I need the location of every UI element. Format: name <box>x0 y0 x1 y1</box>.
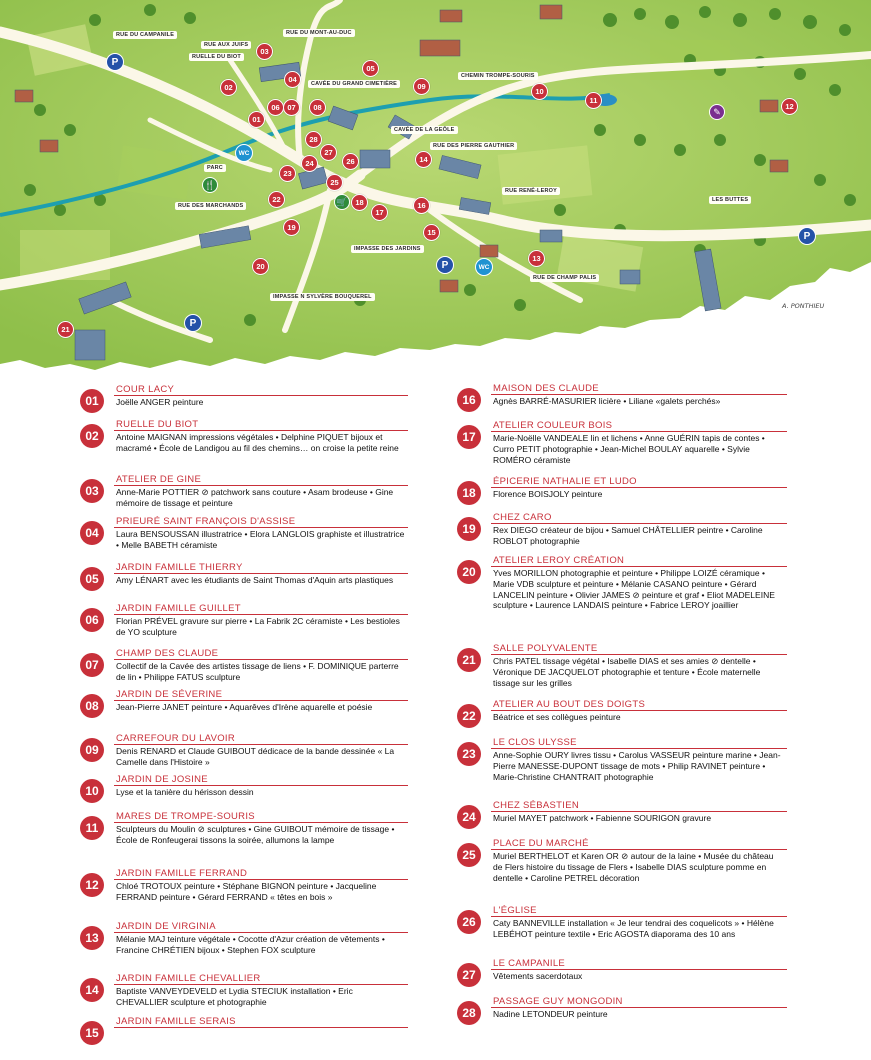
map-marker[interactable]: 09 <box>413 78 430 95</box>
street-label: RUE DU MONT-AU-DUC <box>283 29 355 37</box>
venue-title: ATELIER DE GINE <box>116 474 202 485</box>
title-rule <box>491 654 787 655</box>
title-rule <box>491 710 787 711</box>
title-rule <box>491 1007 787 1008</box>
title-rule <box>114 822 408 823</box>
shop-cart-icon: 🛒 <box>334 194 350 210</box>
venue-number: 22 <box>457 704 481 728</box>
map-marker[interactable]: 23 <box>279 165 296 182</box>
title-rule <box>114 700 408 701</box>
title-rule <box>491 748 787 749</box>
title-rule <box>491 487 787 488</box>
venue-number: 19 <box>457 517 481 541</box>
venue-entry <box>457 512 789 556</box>
street-label: IMPASSE DES JARDINS <box>351 245 424 253</box>
map-marker[interactable]: 14 <box>415 151 432 168</box>
street-label: CHEMIN TROMPE-SOURIS <box>458 72 538 80</box>
venue-number: 17 <box>457 425 481 449</box>
venue-title: PASSAGE GUY MONGODIN <box>493 996 623 1007</box>
venue-artists: Muriel BERTHELOT et Karen OR ⊘ autour de la laine • Musée du château de Flers histoire du tissage de Flers • Isabelle DIAS sculpture pomme en dentelle • Caroline PETREL décoration <box>493 851 774 883</box>
map-marker[interactable]: 21 <box>57 321 74 338</box>
picnic-icon: 🍴 <box>202 177 218 193</box>
venue-entry <box>457 643 789 687</box>
map-marker[interactable]: 19 <box>283 219 300 236</box>
title-rule <box>491 969 787 970</box>
parking-icon[interactable]: P <box>436 256 454 274</box>
venue-number: 27 <box>457 963 481 987</box>
parking-icon[interactable]: P <box>798 227 816 245</box>
map-marker[interactable]: 10 <box>531 83 548 100</box>
venue-title: CHEZ SÉBASTIEN <box>493 800 580 811</box>
venue-artists: Vêtements sacerdotaux <box>493 971 583 981</box>
venue-entry <box>457 838 789 882</box>
venue-number: 02 <box>80 424 104 448</box>
venue-artists: Nadine LETONDEUR peinture <box>493 1009 608 1019</box>
venue-title: JARDIN DE SÉVERINE <box>116 689 223 700</box>
venue-artists: Chloé TROTOUX peinture • Stéphane BIGNON peinture • Jacqueline FERRAND peinture • Gérard FERRAND « têtes en bois » <box>116 881 377 902</box>
title-rule <box>491 523 787 524</box>
venue-number: 26 <box>457 910 481 934</box>
venue-entry <box>80 689 410 733</box>
parking-icon[interactable]: P <box>106 53 124 71</box>
map-marker[interactable]: 16 <box>413 197 430 214</box>
venue-number: 15 <box>80 1021 104 1045</box>
title-rule <box>114 1027 408 1028</box>
title-rule <box>114 744 408 745</box>
venue-title: JARDIN FAMILLE THIERRY <box>116 562 243 573</box>
village-map[interactable] <box>0 0 871 372</box>
venue-entry <box>80 973 410 1017</box>
venue-number: 18 <box>457 481 481 505</box>
title-rule <box>491 811 787 812</box>
venue-artists: Chris PATEL tissage végétal • Isabelle DIAS et ses amies ⊘ dentelle • Véronique DE JACQUELOT photographie et tenture • École maternelle tissage sur les grilles <box>493 656 761 688</box>
venue-artists: Rex DIEGO créateur de bijou • Samuel CHÂTELLIER peintre • Caroline ROBLOT photographie <box>493 525 763 546</box>
venue-title: JARDIN FAMILLE FERRAND <box>116 868 248 879</box>
venue-entry <box>80 474 410 518</box>
venue-artists: Collectif de la Cavée des artistes tissage de liens • F. DOMINIQUE parterre de lin • Philippe FATUS sculpture <box>116 661 399 682</box>
title-rule <box>114 573 408 574</box>
map-marker[interactable]: 11 <box>585 92 602 109</box>
venue-artists: Mélanie MAJ teinture végétale • Cocotte d'Azur création de vêtements • Francine CHRÉTIEN bijoux • Stephen FOX sculpture <box>116 934 385 955</box>
venue-title: ATELIER COULEUR BOIS <box>493 420 613 431</box>
venue-title: SALLE POLYVALENTE <box>493 643 598 654</box>
venue-artists: Lyse et la tanière du hérisson dessin <box>116 787 254 797</box>
map-marker[interactable]: 24 <box>301 155 318 172</box>
venue-title: MAISON DES CLAUDE <box>493 383 599 394</box>
venue-title: JARDIN FAMILLE GUILLET <box>116 603 241 614</box>
venue-artists: Baptiste VANVEYDEVELD et Lydia STECIUK installation • Eric CHEVALLIER sculpture et photographie <box>116 986 353 1007</box>
venue-artists: Denis RENARD et Claude GUIBOUT dédicace de la bande dessinée « La Camelle dans l'Histoire » <box>116 746 395 767</box>
map-marker[interactable]: 07 <box>283 99 300 116</box>
venue-title: PRIEURÉ SAINT FRANÇOIS D'ASSISE <box>116 516 296 527</box>
venue-number: 24 <box>457 805 481 829</box>
venue-title: ATELIER LEROY CRÉATION <box>493 555 625 566</box>
street-label: LES BUTTES <box>709 196 751 204</box>
map-marker[interactable]: 17 <box>371 204 388 221</box>
wc-icon[interactable]: WC <box>235 144 253 162</box>
map-marker[interactable]: 05 <box>362 60 379 77</box>
venue-number: 01 <box>80 389 104 413</box>
venue-artists: Florian PRÉVEL gravure sur pierre • La Fabrik 2C céramiste • Les bestioles de YO sculpture <box>116 616 400 637</box>
title-rule <box>114 614 408 615</box>
venue-number: 09 <box>80 738 104 762</box>
map-marker[interactable]: 25 <box>326 174 343 191</box>
venue-number: 16 <box>457 388 481 412</box>
venue-number: 03 <box>80 479 104 503</box>
street-label: CAVÉE DE LA GEÔLE <box>391 126 458 134</box>
venue-number: 28 <box>457 1001 481 1025</box>
venue-title: JARDIN FAMILLE SERAIS <box>116 1016 236 1027</box>
title-rule <box>491 566 787 567</box>
title-rule <box>114 659 408 660</box>
venue-number: 25 <box>457 843 481 867</box>
map-marker[interactable]: 12 <box>781 98 798 115</box>
venue-artists: Caty BANNEVILLE installation « Je leur tendrai des coquelicots » • Hélène LEBÉHOT peinture textile • Eric AGOSTA diaporama des 10 ans <box>493 918 774 939</box>
venue-artists: Marie-Noëlle VANDEALE lin et lichens • Anne GUÉRIN tapis de contes • Curro PETIT photographie • Jean-Michel BOULAY aquarelle • Sylvie ROMÉRO céramiste <box>493 433 765 465</box>
venue-title: JARDIN FAMILLE CHEVALLIER <box>116 973 261 984</box>
venue-number: 10 <box>80 779 104 803</box>
venue-artists: Yves MORILLON photographie et peinture • Philippe LOIZÉ céramique • Marie VDB sculpture et peinture • Mélanie CASANO peinture • Gérard LANCELIN peinture • Olivier JAMES ⊘ peinture et graf • Eliot MADELEINE sculpture • Laurence LANDAIS peinture • Fabrice LEROY joaillier <box>493 568 775 611</box>
venue-number: 06 <box>80 608 104 632</box>
map-marker[interactable]: 13 <box>528 250 545 267</box>
venue-number: 21 <box>457 648 481 672</box>
map-marker[interactable]: 02 <box>220 79 237 96</box>
title-rule <box>114 984 408 985</box>
title-rule <box>491 431 787 432</box>
venue-title: LE CAMPANILE <box>493 958 566 969</box>
map-marker[interactable]: 06 <box>267 99 284 116</box>
venue-number: 20 <box>457 560 481 584</box>
street-label: RUELLE DU BIOT <box>189 53 244 61</box>
venue-number: 08 <box>80 694 104 718</box>
map-marker[interactable]: 22 <box>268 191 285 208</box>
venue-number: 13 <box>80 926 104 950</box>
venue-artists: Jean-Pierre JANET peinture • Aquarêves d'Irène aquarelle et poésie <box>116 702 373 712</box>
title-rule <box>114 485 408 486</box>
title-rule <box>491 916 787 917</box>
artist-icon: ✎ <box>709 104 725 120</box>
street-label: RUE AUX JUIFS <box>201 41 251 49</box>
venue-number: 11 <box>80 816 104 840</box>
venue-title: PLACE DU MARCHÉ <box>493 838 589 849</box>
venue-artists: Anne-Marie POTTIER ⊘ patchwork sans couture • Asam brodeuse • Gine mémoire de tissage et peinture <box>116 487 394 508</box>
venue-number: 07 <box>80 653 104 677</box>
map-marker[interactable]: 03 <box>256 43 273 60</box>
venue-entry <box>80 562 410 606</box>
venue-artists: Florence BOISJOLY peinture <box>493 489 603 499</box>
venue-title: RUELLE DU BIOT <box>116 419 199 430</box>
venue-entry <box>80 648 410 692</box>
map-marker[interactable]: 20 <box>252 258 269 275</box>
venue-title: CHAMP DES CLAUDE <box>116 648 219 659</box>
venue-entry <box>80 868 410 912</box>
venue-artists: Agnès BARRÉ-MASURIER licière • Liliane «galets perchés» <box>493 396 721 406</box>
venue-entry <box>457 737 789 781</box>
venue-entry <box>80 921 410 965</box>
parking-icon[interactable]: P <box>184 314 202 332</box>
map-illustration <box>0 0 871 372</box>
street-label: RUE DES PIERRE GAUTHIER <box>430 142 517 150</box>
map-marker[interactable]: 01 <box>248 111 265 128</box>
street-label: IMPASSE N SYLVÈRE BOUQUEREL <box>270 293 375 301</box>
venue-entry <box>80 733 410 777</box>
venue-title: COUR LACY <box>116 384 175 395</box>
venue-title: ATELIER AU BOUT DES DOIGTS <box>493 699 646 710</box>
map-marker[interactable]: 27 <box>320 144 337 161</box>
street-label: PARC <box>204 164 226 172</box>
venue-entry <box>457 555 789 611</box>
venue-number: 05 <box>80 567 104 591</box>
title-rule <box>114 785 408 786</box>
venue-entry <box>457 905 789 949</box>
venue-artists: Muriel MAYET patchwork • Fabienne SOURIGON gravure <box>493 813 712 823</box>
venue-title: CHEZ CARO <box>493 512 552 523</box>
venue-artists: Sculpteurs du Moulin ⊘ sculptures • Gine GUIBOUT mémoire de tissage • École de Ronfeugerai tissons la soirée, allumons la lampe <box>116 824 395 845</box>
title-rule <box>114 879 408 880</box>
wc-icon[interactable]: WC <box>475 258 493 276</box>
venue-number: 14 <box>80 978 104 1002</box>
venue-title: L'ÉGLISE <box>493 905 537 916</box>
venue-entry <box>80 811 410 855</box>
title-rule <box>491 849 787 850</box>
title-rule <box>114 932 408 933</box>
street-label: RUE DE CHAMP PALIS <box>530 274 599 282</box>
venue-artists: Joëlle ANGER peinture <box>116 397 204 407</box>
title-rule <box>114 430 408 431</box>
venue-title: ÉPICERIE NATHALIE ET LUDO <box>493 476 637 487</box>
street-label: CAVÉE DU GRAND CIMETIÈRE <box>308 80 400 88</box>
map-marker[interactable]: 28 <box>305 131 322 148</box>
venue-title: CARREFOUR DU LAVOIR <box>116 733 236 744</box>
venue-artists: Amy LÉNART avec les étudiants de Saint Thomas d'Aquin arts plastiques <box>116 575 394 585</box>
street-label: RUE DU CAMPANILE <box>113 31 177 39</box>
venue-number: 23 <box>457 742 481 766</box>
title-rule <box>491 394 787 395</box>
venue-artists: Laura BENSOUSSAN illustratrice • Elora LANGLOIS graphiste et illustratrice • Melle BABETH céramiste <box>116 529 405 550</box>
title-rule <box>114 527 408 528</box>
venue-entry <box>80 603 410 647</box>
venue-entry <box>457 420 789 464</box>
venue-artists: Béatrice et ses collègues peinture <box>493 712 621 722</box>
venue-number: 04 <box>80 521 104 545</box>
venue-entry <box>80 419 410 463</box>
street-label: RUE DES MARCHANDS <box>175 202 246 210</box>
map-marker[interactable]: 08 <box>309 99 326 116</box>
map-marker[interactable]: 15 <box>423 224 440 241</box>
venue-artists: Antoine MAIGNAN impressions végétales • Delphine PIQUET bijoux et macramé • École de Landigou au fil des chemins… on croise la petite reine <box>116 432 399 453</box>
map-signature: A. PONTHIEU <box>782 302 825 310</box>
map-marker[interactable]: 04 <box>284 71 301 88</box>
venue-number: 12 <box>80 873 104 897</box>
map-marker[interactable]: 26 <box>342 153 359 170</box>
venue-title: JARDIN DE VIRGINIA <box>116 921 216 932</box>
venue-title: MARES DE TROMPE-SOURIS <box>116 811 255 822</box>
venue-artists: Anne-Sophie OURY livres tissu • Carolus VASSEUR peinture marine • Jean-Pierre MANESSE-DUPONT tissage de mots • Philip RAVINET peinture • Marie-Christine CHANTRAIT photographie <box>493 750 781 782</box>
street-label: RUE RENÉ-LEROY <box>502 187 560 195</box>
venue-title: JARDIN DE JOSINE <box>116 774 208 785</box>
venue-entry <box>80 516 410 560</box>
map-marker[interactable]: 18 <box>351 194 368 211</box>
title-rule <box>114 395 408 396</box>
venue-entry <box>457 996 789 1040</box>
venue-title: LE CLOS ULYSSE <box>493 737 577 748</box>
